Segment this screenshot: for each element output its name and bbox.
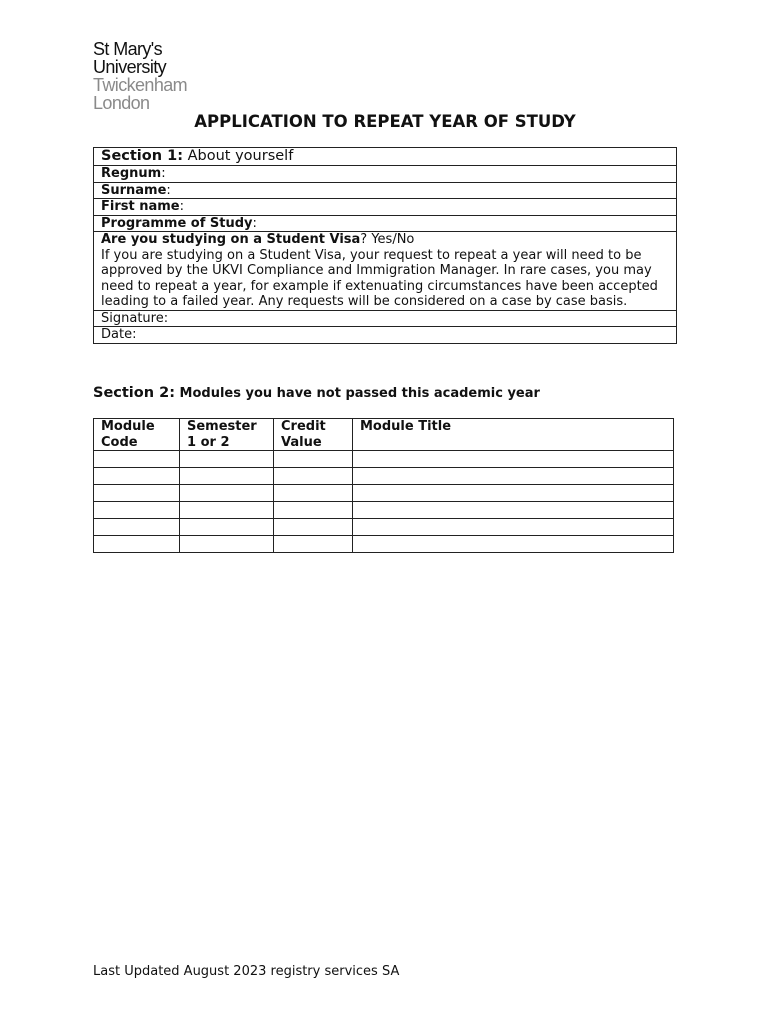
surname-row <box>94 182 677 199</box>
section-1-header-row <box>94 148 677 166</box>
visa-field[interactable] <box>94 232 677 311</box>
table-row <box>94 536 674 553</box>
visa-note: If you are studying on a Student Visa, your request to repeat a year will need to be approved by the UKVI Compliance and Immigration Manager. In rare cases, you may need to repeat a year, for example if extenuating circumstances have been accepted leading to a failed year. Any requests will be considered on a case by case basis. <box>101 247 658 309</box>
logo-line-1: St Mary's <box>93 39 163 59</box>
cell-semester[interactable] <box>180 502 274 519</box>
cell-semester[interactable] <box>180 536 274 553</box>
col-module-title: Module Title <box>353 419 674 451</box>
programme-colon: : <box>252 215 257 231</box>
surname-colon: : <box>166 182 171 198</box>
surname-label: Surname <box>101 182 167 198</box>
cell-module-title[interactable] <box>353 451 674 468</box>
col-credit-line-1: Credit <box>281 419 326 434</box>
cell-module-title[interactable] <box>353 468 674 485</box>
table-row <box>94 451 674 468</box>
regnum-colon: : <box>161 166 166 181</box>
cell-credit[interactable] <box>274 502 353 519</box>
cell-module-code[interactable] <box>94 451 180 468</box>
table-row <box>94 485 674 502</box>
cell-module-title[interactable] <box>353 519 674 536</box>
date-row <box>94 327 677 344</box>
cell-credit[interactable] <box>274 468 353 485</box>
logo-line-3: Twickenham <box>93 75 188 95</box>
regnum-field[interactable] <box>94 166 677 183</box>
surname-field[interactable] <box>94 182 677 199</box>
section-1-label: Section 1: <box>101 148 183 164</box>
regnum-row <box>94 166 677 183</box>
signature-row <box>94 310 677 327</box>
col-module-code-line-2: Code <box>101 434 138 450</box>
table-row <box>94 502 674 519</box>
programme-field[interactable] <box>94 215 677 232</box>
table-row <box>94 468 674 485</box>
col-semester-line-2: 1 or 2 <box>187 434 230 450</box>
date-field[interactable]: Date: <box>94 327 677 344</box>
cell-credit[interactable] <box>274 519 353 536</box>
university-logo <box>93 40 187 112</box>
section-1-header <box>94 148 677 166</box>
signature-field[interactable]: Signature: <box>94 310 677 327</box>
page-title: APPLICATION TO REPEAT YEAR OF STUDY <box>194 112 576 131</box>
cell-module-code[interactable] <box>94 536 180 553</box>
cell-semester[interactable] <box>180 451 274 468</box>
section-2-label: Section 2: <box>93 385 175 401</box>
regnum-label: Regnum <box>101 166 162 181</box>
visa-question: Are you studying on a Student Visa <box>101 232 361 247</box>
cell-credit[interactable] <box>274 451 353 468</box>
programme-label: Programme of Study <box>101 215 253 231</box>
visa-row <box>94 232 677 311</box>
cell-module-title[interactable] <box>353 485 674 502</box>
cell-semester[interactable] <box>180 519 274 536</box>
first-name-row <box>94 199 677 216</box>
first-name-colon: : <box>179 199 185 214</box>
col-module-code-line-1: Module <box>101 419 155 434</box>
cell-module-title[interactable] <box>353 536 674 553</box>
cell-module-code[interactable] <box>94 468 180 485</box>
col-semester <box>180 419 274 451</box>
modules-header-row <box>94 419 674 451</box>
cell-credit[interactable] <box>274 485 353 502</box>
section-2-heading: Modules you have not passed this academic year <box>175 386 540 401</box>
cell-semester[interactable] <box>180 485 274 502</box>
cell-module-title[interactable] <box>353 502 674 519</box>
cell-module-code[interactable] <box>94 519 180 536</box>
logo-line-4: London <box>93 93 150 113</box>
section-1-heading: About yourself <box>183 148 294 164</box>
cell-semester[interactable] <box>180 468 274 485</box>
col-credit-line-2: Value <box>281 434 322 450</box>
first-name-field[interactable] <box>94 199 677 216</box>
col-credit <box>274 419 353 451</box>
table-row <box>94 519 674 536</box>
cell-credit[interactable] <box>274 536 353 553</box>
modules-table <box>93 418 674 553</box>
cell-module-code[interactable] <box>94 502 180 519</box>
section-1-table <box>93 147 677 344</box>
col-semester-line-1: Semester <box>187 419 257 434</box>
cell-module-code[interactable] <box>94 485 180 502</box>
col-module-code <box>94 419 180 451</box>
footer-note: Last Updated August 2023 registry services SA <box>93 964 400 979</box>
section-2-title <box>93 385 540 401</box>
logo-line-2: University <box>93 57 167 77</box>
programme-row <box>94 215 677 232</box>
first-name-label: First name <box>101 199 180 214</box>
visa-options: ? Yes/No <box>360 232 415 247</box>
